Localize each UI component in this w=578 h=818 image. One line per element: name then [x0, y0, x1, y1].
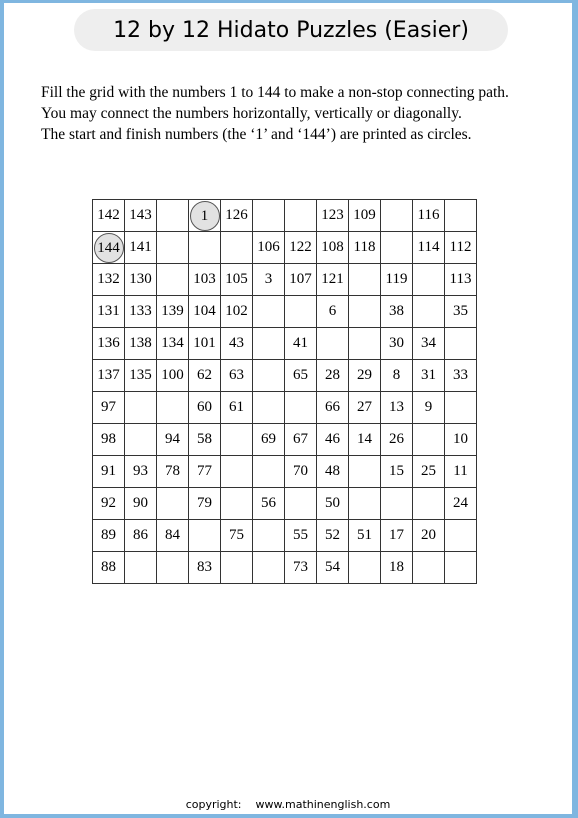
cell-number: 134: [161, 335, 184, 351]
grid-cell[interactable]: [157, 552, 189, 584]
cell-number: 18: [389, 559, 404, 575]
grid-cell[interactable]: [317, 488, 349, 520]
grid-cell[interactable]: [413, 296, 445, 328]
cell-number: 91: [101, 463, 116, 479]
grid-cell[interactable]: [125, 488, 157, 520]
grid-cell[interactable]: [349, 200, 381, 232]
grid-row: [93, 200, 477, 232]
cell-number: 89: [101, 527, 116, 543]
cell-number: 136: [97, 335, 120, 351]
cell-number: 41: [293, 335, 308, 351]
grid-cell[interactable]: [253, 360, 285, 392]
grid-cell[interactable]: [317, 456, 349, 488]
grid-cell[interactable]: [445, 264, 477, 296]
grid-cell[interactable]: [157, 360, 189, 392]
grid-cell[interactable]: [285, 232, 317, 264]
grid-cell[interactable]: [381, 552, 413, 584]
grid-cell[interactable]: [381, 424, 413, 456]
grid-cell[interactable]: [317, 264, 349, 296]
grid-row: [93, 488, 477, 520]
grid-cell[interactable]: [189, 520, 221, 552]
cell-number: 62: [197, 367, 212, 383]
circled-number: 1: [190, 201, 220, 231]
grid-cell[interactable]: [445, 392, 477, 424]
grid-cell[interactable]: [317, 424, 349, 456]
cell-number: 118: [353, 239, 376, 255]
grid-cell[interactable]: [445, 328, 477, 360]
grid-cell[interactable]: [221, 520, 253, 552]
cell-number: 35: [453, 303, 468, 319]
grid-cell[interactable]: [93, 360, 125, 392]
grid-cell[interactable]: [157, 296, 189, 328]
cell-number: 116: [417, 207, 440, 223]
cell-number: 97: [101, 399, 116, 415]
grid-cell[interactable]: [349, 296, 381, 328]
worksheet-page: [4, 3, 572, 814]
cell-number: 130: [129, 271, 152, 287]
grid-cell[interactable]: [445, 552, 477, 584]
grid-cell[interactable]: [125, 296, 157, 328]
cell-number: 24: [453, 495, 468, 511]
grid-cell[interactable]: [93, 232, 125, 264]
grid-cell[interactable]: [189, 456, 221, 488]
grid-cell[interactable]: [285, 328, 317, 360]
grid-cell[interactable]: [253, 232, 285, 264]
grid-cell[interactable]: [125, 360, 157, 392]
grid-cell[interactable]: [221, 360, 253, 392]
grid-cell[interactable]: [445, 488, 477, 520]
grid-cell[interactable]: [157, 232, 189, 264]
grid-cell[interactable]: [445, 296, 477, 328]
cell-number: 6: [328, 303, 337, 319]
cell-number: 10: [453, 431, 468, 447]
cell-number: 79: [197, 495, 212, 511]
cell-number: 93: [133, 463, 148, 479]
cell-number: 131: [97, 303, 120, 319]
grid-cell[interactable]: [221, 328, 253, 360]
grid-cell[interactable]: [381, 392, 413, 424]
cell-number: 52: [325, 527, 340, 543]
grid-cell[interactable]: [221, 200, 253, 232]
grid-cell[interactable]: [381, 328, 413, 360]
grid-cell[interactable]: [253, 520, 285, 552]
grid-cell[interactable]: [445, 456, 477, 488]
footer: [4, 798, 572, 811]
cell-number: 31: [421, 367, 436, 383]
grid-cell[interactable]: [413, 520, 445, 552]
cell-number: 126: [225, 207, 248, 223]
cell-number: 34: [421, 335, 436, 351]
grid-cell[interactable]: [93, 328, 125, 360]
grid-cell[interactable]: [125, 456, 157, 488]
grid-cell[interactable]: [93, 520, 125, 552]
grid-cell[interactable]: [445, 200, 477, 232]
grid-cell[interactable]: [349, 328, 381, 360]
grid-cell[interactable]: [285, 264, 317, 296]
grid-cell[interactable]: [285, 520, 317, 552]
cell-number: 66: [325, 399, 340, 415]
cell-number: 132: [97, 271, 120, 287]
cell-number: 58: [197, 431, 212, 447]
grid-cell[interactable]: [125, 392, 157, 424]
cell-number: 43: [229, 335, 244, 351]
grid-cell[interactable]: [285, 456, 317, 488]
cell-number: 121: [321, 271, 344, 287]
grid-cell[interactable]: [189, 200, 221, 232]
grid-row: [93, 520, 477, 552]
grid-cell[interactable]: [125, 520, 157, 552]
grid-cell[interactable]: [253, 296, 285, 328]
cell-number: 77: [197, 463, 212, 479]
grid-cell[interactable]: [157, 200, 189, 232]
cell-number: 109: [353, 207, 376, 223]
grid-cell[interactable]: [189, 328, 221, 360]
cell-number: 107: [289, 271, 312, 287]
grid-cell[interactable]: [221, 456, 253, 488]
instruction-line: Fill the grid with the numbers 1 to 144 to make a non-stop connecting path.: [41, 84, 509, 101]
grid-cell[interactable]: [413, 328, 445, 360]
grid-cell[interactable]: [381, 456, 413, 488]
grid-cell[interactable]: [253, 328, 285, 360]
cell-number: 9: [424, 399, 433, 415]
cell-number: 26: [389, 431, 404, 447]
grid-cell[interactable]: [157, 488, 189, 520]
grid-row: [93, 456, 477, 488]
grid-row: [93, 264, 477, 296]
grid-cell[interactable]: [413, 200, 445, 232]
cell-number: 61: [229, 399, 244, 415]
cell-number: 90: [133, 495, 148, 511]
cell-number: 11: [453, 463, 468, 479]
cell-number: 94: [165, 431, 180, 447]
cell-number: 33: [453, 367, 468, 383]
grid-cell[interactable]: [349, 520, 381, 552]
grid-cell[interactable]: [445, 424, 477, 456]
grid-cell[interactable]: [157, 424, 189, 456]
cell-number: 56: [261, 495, 276, 511]
grid-cell[interactable]: [317, 296, 349, 328]
grid-row: [93, 232, 477, 264]
cell-number: 133: [129, 303, 152, 319]
cell-number: 137: [97, 367, 120, 383]
grid-cell[interactable]: [381, 296, 413, 328]
grid-cell[interactable]: [253, 392, 285, 424]
grid-cell[interactable]: [157, 392, 189, 424]
cell-number: 67: [293, 431, 308, 447]
grid-cell[interactable]: [221, 232, 253, 264]
grid-cell[interactable]: [349, 232, 381, 264]
grid-cell[interactable]: [349, 360, 381, 392]
grid-cell[interactable]: [157, 456, 189, 488]
grid-cell[interactable]: [349, 392, 381, 424]
grid-cell[interactable]: [93, 424, 125, 456]
cell-number: 101: [193, 335, 216, 351]
grid-cell[interactable]: [381, 520, 413, 552]
grid-cell[interactable]: [125, 200, 157, 232]
grid-cell[interactable]: [125, 232, 157, 264]
cell-number: 38: [389, 303, 404, 319]
grid-cell[interactable]: [317, 392, 349, 424]
cell-number: 83: [197, 559, 212, 575]
cell-number: 114: [417, 239, 440, 255]
grid-cell[interactable]: [125, 552, 157, 584]
cell-number: 88: [101, 559, 116, 575]
cell-number: 69: [261, 431, 276, 447]
grid-cell[interactable]: [93, 488, 125, 520]
grid-cell[interactable]: [93, 392, 125, 424]
cell-number: 113: [449, 271, 472, 287]
grid-row: [93, 392, 477, 424]
grid-cell[interactable]: [413, 232, 445, 264]
cell-number: 108: [321, 239, 344, 255]
grid-cell[interactable]: [189, 232, 221, 264]
grid-cell[interactable]: [413, 264, 445, 296]
grid-cell[interactable]: [285, 392, 317, 424]
grid-cell[interactable]: [93, 456, 125, 488]
grid-cell[interactable]: [189, 552, 221, 584]
grid-cell[interactable]: [349, 264, 381, 296]
cell-number: 138: [129, 335, 152, 351]
cell-number: 103: [193, 271, 216, 287]
grid-cell[interactable]: [413, 456, 445, 488]
grid-cell[interactable]: [381, 232, 413, 264]
grid-cell[interactable]: [381, 200, 413, 232]
cell-number: 141: [129, 239, 152, 255]
cell-number: 123: [321, 207, 344, 223]
cell-number: 50: [325, 495, 340, 511]
grid-cell[interactable]: [221, 264, 253, 296]
grid-cell[interactable]: [253, 424, 285, 456]
cell-number: 105: [225, 271, 248, 287]
grid-row: [93, 424, 477, 456]
cell-number: 104: [193, 303, 216, 319]
grid-cell[interactable]: [125, 424, 157, 456]
cell-number: 143: [129, 207, 152, 223]
cell-number: 92: [101, 495, 116, 511]
cell-number: 63: [229, 367, 244, 383]
grid-cell[interactable]: [253, 488, 285, 520]
grid-cell[interactable]: [189, 360, 221, 392]
cell-number: 119: [385, 271, 408, 287]
grid-cell[interactable]: [317, 520, 349, 552]
grid-cell[interactable]: [253, 456, 285, 488]
grid-cell[interactable]: [445, 232, 477, 264]
copyright-label: copyright:: [185, 798, 242, 811]
grid-cell[interactable]: [381, 360, 413, 392]
cell-number: 106: [257, 239, 280, 255]
grid-cell[interactable]: [189, 424, 221, 456]
grid-cell[interactable]: [221, 488, 253, 520]
cell-number: 13: [389, 399, 404, 415]
grid-cell[interactable]: [125, 328, 157, 360]
cell-number: 78: [165, 463, 180, 479]
grid-cell[interactable]: [349, 488, 381, 520]
cell-number: 142: [97, 207, 120, 223]
grid-cell[interactable]: [413, 424, 445, 456]
grid-cell[interactable]: [381, 264, 413, 296]
cell-number: 14: [357, 431, 372, 447]
grid-cell[interactable]: [285, 200, 317, 232]
cell-number: 135: [129, 367, 152, 383]
grid-cell[interactable]: [125, 264, 157, 296]
grid-cell[interactable]: [157, 520, 189, 552]
cell-number: 54: [325, 559, 340, 575]
cell-number: 55: [293, 527, 308, 543]
grid-cell[interactable]: [189, 392, 221, 424]
grid-cell[interactable]: [285, 360, 317, 392]
cell-number: 48: [325, 463, 340, 479]
cell-number: 17: [389, 527, 404, 543]
grid-cell[interactable]: [317, 232, 349, 264]
cell-number: 46: [325, 431, 340, 447]
grid-cell[interactable]: [317, 552, 349, 584]
grid-cell[interactable]: [221, 296, 253, 328]
cell-number: 98: [101, 431, 116, 447]
copyright-site: www.mathinenglish.com: [255, 798, 391, 811]
grid-cell[interactable]: [445, 360, 477, 392]
grid-row: [93, 296, 477, 328]
cell-number: 51: [357, 527, 372, 543]
grid-cell[interactable]: [413, 360, 445, 392]
grid-cell[interactable]: [189, 264, 221, 296]
grid-cell[interactable]: [253, 552, 285, 584]
grid-cell[interactable]: [93, 552, 125, 584]
cell-number: 28: [325, 367, 340, 383]
grid-cell[interactable]: [285, 488, 317, 520]
grid-cell[interactable]: [317, 360, 349, 392]
cell-number: 122: [289, 239, 312, 255]
grid-cell[interactable]: [317, 200, 349, 232]
cell-number: 102: [225, 303, 248, 319]
grid-cell[interactable]: [189, 488, 221, 520]
grid-cell[interactable]: [93, 200, 125, 232]
instruction-line: You may connect the numbers horizontally, vertically or diagonally.: [41, 105, 462, 122]
cell-number: 30: [389, 335, 404, 351]
grid-cell[interactable]: [349, 424, 381, 456]
grid-cell[interactable]: [93, 296, 125, 328]
grid-cell[interactable]: [285, 424, 317, 456]
grid-cell[interactable]: [157, 328, 189, 360]
grid-cell[interactable]: [349, 552, 381, 584]
grid-cell[interactable]: [189, 296, 221, 328]
grid-cell[interactable]: [253, 264, 285, 296]
instructions: [41, 82, 509, 145]
cell-number: 3: [264, 271, 273, 287]
grid-cell[interactable]: [221, 552, 253, 584]
grid-cell[interactable]: [413, 552, 445, 584]
grid-cell[interactable]: [413, 488, 445, 520]
grid-cell[interactable]: [221, 424, 253, 456]
grid-cell[interactable]: [317, 328, 349, 360]
cell-number: 84: [165, 527, 180, 543]
cell-number: 70: [293, 463, 308, 479]
cell-number: 112: [449, 239, 472, 255]
cell-number: 27: [357, 399, 372, 415]
cell-number: 20: [421, 527, 436, 543]
cell-number: 65: [293, 367, 308, 383]
grid-cell[interactable]: [285, 552, 317, 584]
cell-number: 8: [392, 367, 401, 383]
grid-cell[interactable]: [157, 264, 189, 296]
grid-cell[interactable]: [253, 200, 285, 232]
cell-number: 75: [229, 527, 244, 543]
cell-number: 60: [197, 399, 212, 415]
cell-number: 25: [421, 463, 436, 479]
grid-cell[interactable]: [285, 296, 317, 328]
grid-row: [93, 328, 477, 360]
grid-cell[interactable]: [221, 392, 253, 424]
page-title: 12 by 12 Hidato Puzzles (Easier): [74, 9, 508, 51]
circled-number: 144: [94, 233, 124, 263]
cell-number: 29: [357, 367, 372, 383]
cell-number: 100: [161, 367, 184, 383]
grid-cell[interactable]: [349, 456, 381, 488]
grid-cell[interactable]: [93, 264, 125, 296]
cell-number: 73: [293, 559, 308, 575]
cell-number: 139: [161, 303, 184, 319]
grid-cell[interactable]: [381, 488, 413, 520]
instruction-line: The start and finish numbers (the ‘1’ and ‘144’) are printed as circles.: [41, 126, 472, 143]
cell-number: 15: [389, 463, 404, 479]
grid-cell[interactable]: [445, 520, 477, 552]
cell-number: 86: [133, 527, 148, 543]
grid-cell[interactable]: [413, 392, 445, 424]
grid-row: [93, 552, 477, 584]
hidato-grid: [92, 199, 477, 584]
grid-row: [93, 360, 477, 392]
